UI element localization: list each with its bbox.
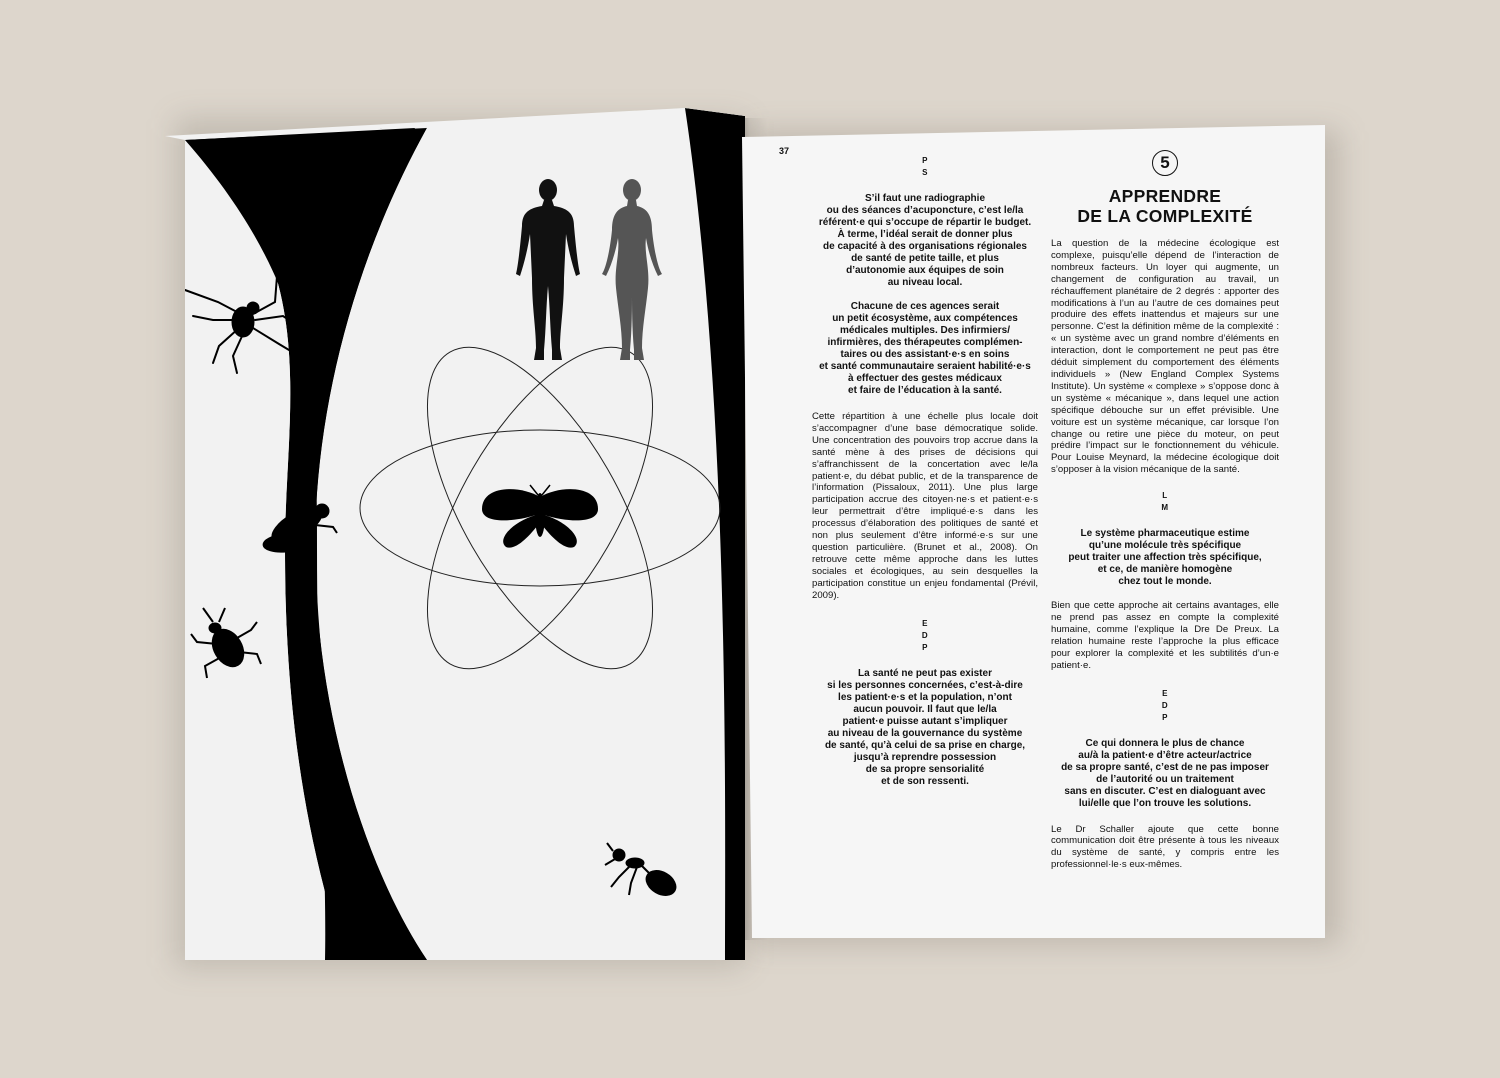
chapter-number-badge: 5 [1152, 150, 1178, 176]
speaker-initials-lm: L M [1161, 491, 1169, 513]
text-column-left [812, 155, 1038, 788]
chapter-title-line-2: DE LA COMPLEXITÉ [1077, 206, 1253, 226]
pull-quote-1: S’il faut une radiographie ou des séances d’acuponcture, c’est le/la référent·e qui s’occupe de répartir le budget. À terme, l’idéal serait de donner plus de capacité à des organisations régionales de santé de petite taille, et plus d’autonomie aux équipes de soin au niveau local. [818, 193, 1032, 288]
pull-quote-3: La santé ne peut pas exister si les personnes concernées, c’est-à-dire les patient·e·s et la population, n’ont aucun pouvoir. Il faut que le/la patient·e puisse autant s’impliquer au niveau de la gouvernance du système de santé, qu’à celui de sa prise en charge, jusqu’à reprendre possession de sa propre sensorialité et de son ressenti. [824, 667, 1026, 787]
pull-quote-4: Le système pharmaceutique estime qu’une molécule très spécifique peut traiter une affection très spécifique, et ce, de manière homogène chez tout le monde. [1068, 528, 1262, 588]
body-paragraph-2: La question de la médecine écologique est complexe, puisqu’elle dépend de l’interaction de nombreux facteurs. Un loyer qui augmente, un changement de configuration au travail, un réchauffement planétaire de 2 degrés : apporter des modifications à l’un au l’autre de ces domaines peut produire des effets inattendus et majeurs sur une personne. C’est la définition même de la complexité : « un système avec un grand nombre d’éléments en interaction, dont le comportement ne peut pas être déduit simplement du comportement des éléments individuels » (New England Complex Systems Institute). Un système « complexe » s’oppose donc à un système « mécanique », dans lequel une action spécifique débouche sur un effet prévisible. Une voiture est un système mécanique, car lorsque l’on change ou retire une pièce du moteur, on peut prédire l’impact sur le fonctionnement du véhicule. Pour Louise Meynard, la médecine écologique doit s’opposer à la vision mécanique de la santé. [1051, 238, 1279, 476]
illustration-canvas [165, 108, 745, 960]
body-paragraph-3: Bien que cette approche ait certains avantages, elle ne prend pas assez en compte la complexité humaine, comme l’explique la Dre De Preux. La relation humaine reste l’approche la plus efficace pour explorer la complexité et les subtilités d’un·e patient·e. [1051, 600, 1279, 671]
speaker-initials-edp: E D P [921, 618, 929, 652]
pull-quote-2: Chacune de ces agences serait un petit écosystème, aux compétences médicales multiples. Des infirmiers/ infirmières, des thérapeutes complémen- taires ou des assistant·e·s en soins et santé communautaire seraient habilité·e·s à effectuer des gestes médicaux et faire de l’éducation à la santé. [819, 301, 1031, 396]
page-number: 37 [779, 146, 790, 156]
chapter-title-line-1: APPRENDRE [1108, 186, 1222, 206]
speaker-initials-ps: P S [922, 156, 928, 177]
body-paragraph-1: Cette répartition à une échelle plus locale doit s’accompagner d’une base démocratique solide. Une concentration des pouvoirs trop accrue dans la santé mène à des prises de décisions qui s’affranchissent de la concertation avec le/la patient·e, du débat public, et de la transparence de l’information (Pissaloux, 2011). Une plus large participation accrue des citoyen·ne·s et patient·e·s leur permettrait d’être impliqué·e·s dans les processus d’élaboration des politiques de santé et non plus seulement d’être informé·e·s sur une question particulière. (Brunet et al., 2008). On retrouve cette même approche dans les luttes sociales et écologiques, au sein desquelles la participation constitue un enjeu fondamental (Prévil, 2009). [812, 411, 1038, 601]
left-page-illustration [165, 108, 745, 960]
pull-quote-5: Ce qui donnera le plus de chance au/à la patient·e d’être acteur/actrice de sa propre santé, c’est de ne pas imposer de l’autorité ou un traitement sans en discuter. C’est en dialoguant avec lui/elle que l’on trouve les solutions. [1061, 737, 1269, 809]
text-column-right [1051, 150, 1279, 871]
body-paragraph-4: Le Dr Schaller ajoute que cette bonne communication doit être présente à tous les niveaux du système de santé, y compris entre les professionnel·le·s eux-mêmes. [1051, 823, 1279, 871]
speaker-initials-edp-2: E D P [1161, 688, 1169, 722]
